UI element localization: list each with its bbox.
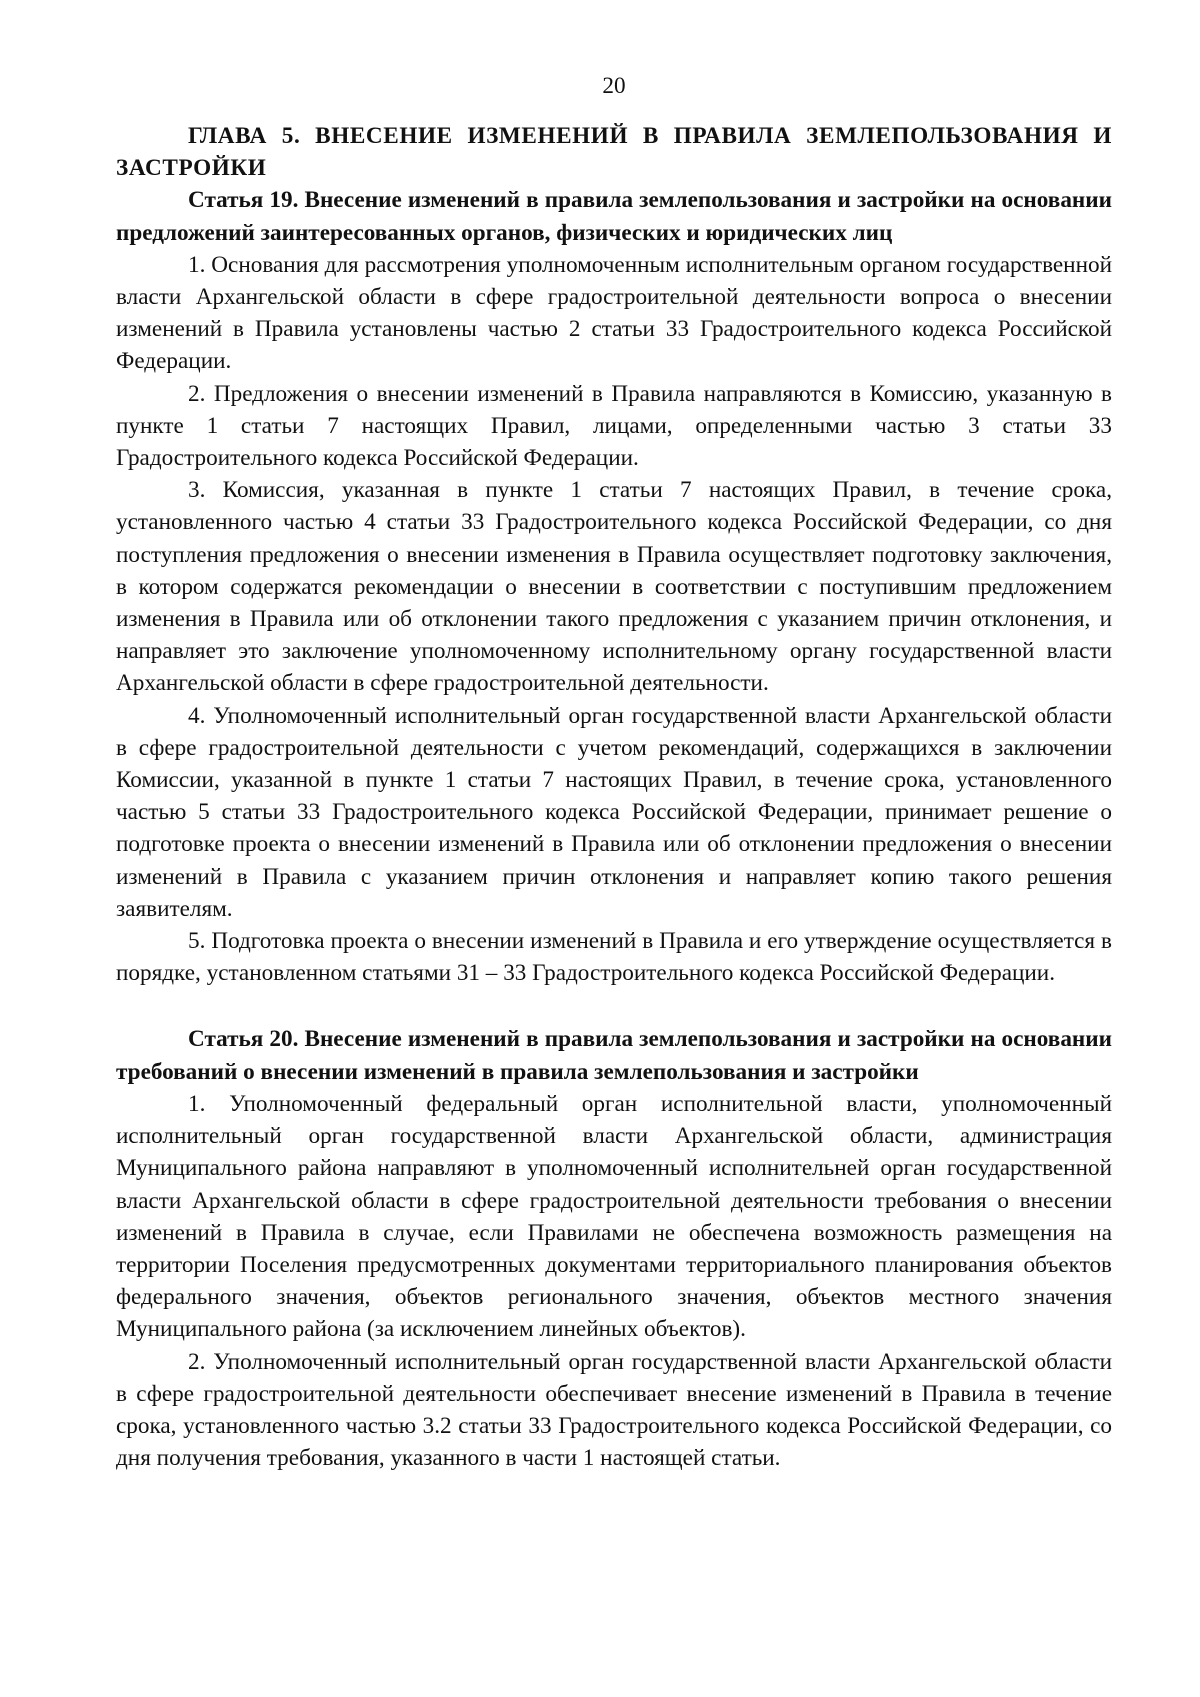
chapter-title: ГЛАВА 5. ВНЕСЕНИЕ ИЗМЕНЕНИЙ В ПРАВИЛА ЗЕМЛЕПОЛЬЗОВАНИЯ И ЗАСТРОЙКИ	[116, 123, 1112, 182]
article-19-paragraph-3: 3. Комиссия, указанная в пункте 1 статьи 7 настоящих Правил, в течение срока, установленного частью 4 статьи 33 Градостроительного кодекса Российской Федерации, со дня поступления предложения о внесении изменения в Правила осуществляет подготовку заключения, в котором содержатся рекомендации о внесении в соответствии с поступившим предложением изменения в Правила или об отклонении такого предложения с указанием причин отклонения, и направляет это заключение уполномоченному исполнительному органу государственной власти Архангельской области в сфере градостроительной деятельности.	[116, 477, 1112, 697]
article-20-title: Статья 20. Внесение изменений в правила землепользования и застройки на основании требований о внесении изменений в правила землепользования и застройки	[116, 1026, 1112, 1085]
article-19-paragraph-4: 4. Уполномоченный исполнительный орган государственной власти Архангельской области в сфере градостроительной деятельности с учетом рекомендаций, содержащихся в заключении Комиссии, указанной в пункте 1 статьи 7 настоящих Правил, в течение срока, установленного частью 5 статьи 33 Градостроительного кодекса Российской Федерации, принимает решение о подготовке проекта о внесении изменений в Правила или об отклонении предложения о внесении изменений в Правила с указанием причин отклонения и направляет копию такого решения заявителям.	[116, 702, 1112, 922]
article-19-paragraph-5: 5. Подготовка проекта о внесении изменений в Правила и его утверждение осуществляется в порядке, установленном статьями 31 – 33 Градостроительного кодекса Российской Федерации.	[116, 928, 1112, 987]
article-19-paragraph-2: 2. Предложения о внесении изменений в Правила направляются в Комиссию, указанную в пункте 1 статьи 7 настоящих Правил, лицами, определенными частью 3 статьи 33 Градостроительного кодекса Российской Федерации.	[116, 380, 1112, 472]
article-20-paragraph-1: 1. Уполномоченный федеральный орган исполнительной власти, уполномоченный исполнительный орган государственной власти Архангельской области, администрация Муниципального района направляют в уполномоченный исполнительней орган государственной власти Архангельской области в сфере градостроительной деятельности требования о внесении изменений в Правила в случае, если Правилами не обеспечена возможность размещения на территории Поселения предусмотренных документами территориального планирования объектов федерального значения, объектов регионального значения, объектов местного значения Муниципального района (за исключением линейных объектов).	[116, 1090, 1112, 1343]
article-20-paragraph-2: 2. Уполномоченный исполнительный орган государственной власти Архангельской области в сфере градостроительной деятельности обеспечивает внесение изменений в Правила в течение срока, установленного частью 3.2 статьи 33 Градостроительного кодекса Российской Федерации, со дня получения требования, указанного в части 1 настоящей статьи.	[116, 1348, 1112, 1472]
article-19-paragraph-1: 1. Основания для рассмотрения уполномоченным исполнительным органом государственной власти Архангельской области в сфере градостроительной деятельности вопроса о внесении изменений в Правила установлены частью 2 статьи 33 Градостроительного кодекса Российской Федерации.	[116, 251, 1112, 375]
section-spacer	[116, 989, 1112, 1023]
article-19-title: Статья 19. Внесение изменений в правила землепользования и застройки на основании предложений заинтересованных органов, физических и юридических лиц	[116, 187, 1112, 246]
page-number: 20	[602, 73, 626, 99]
